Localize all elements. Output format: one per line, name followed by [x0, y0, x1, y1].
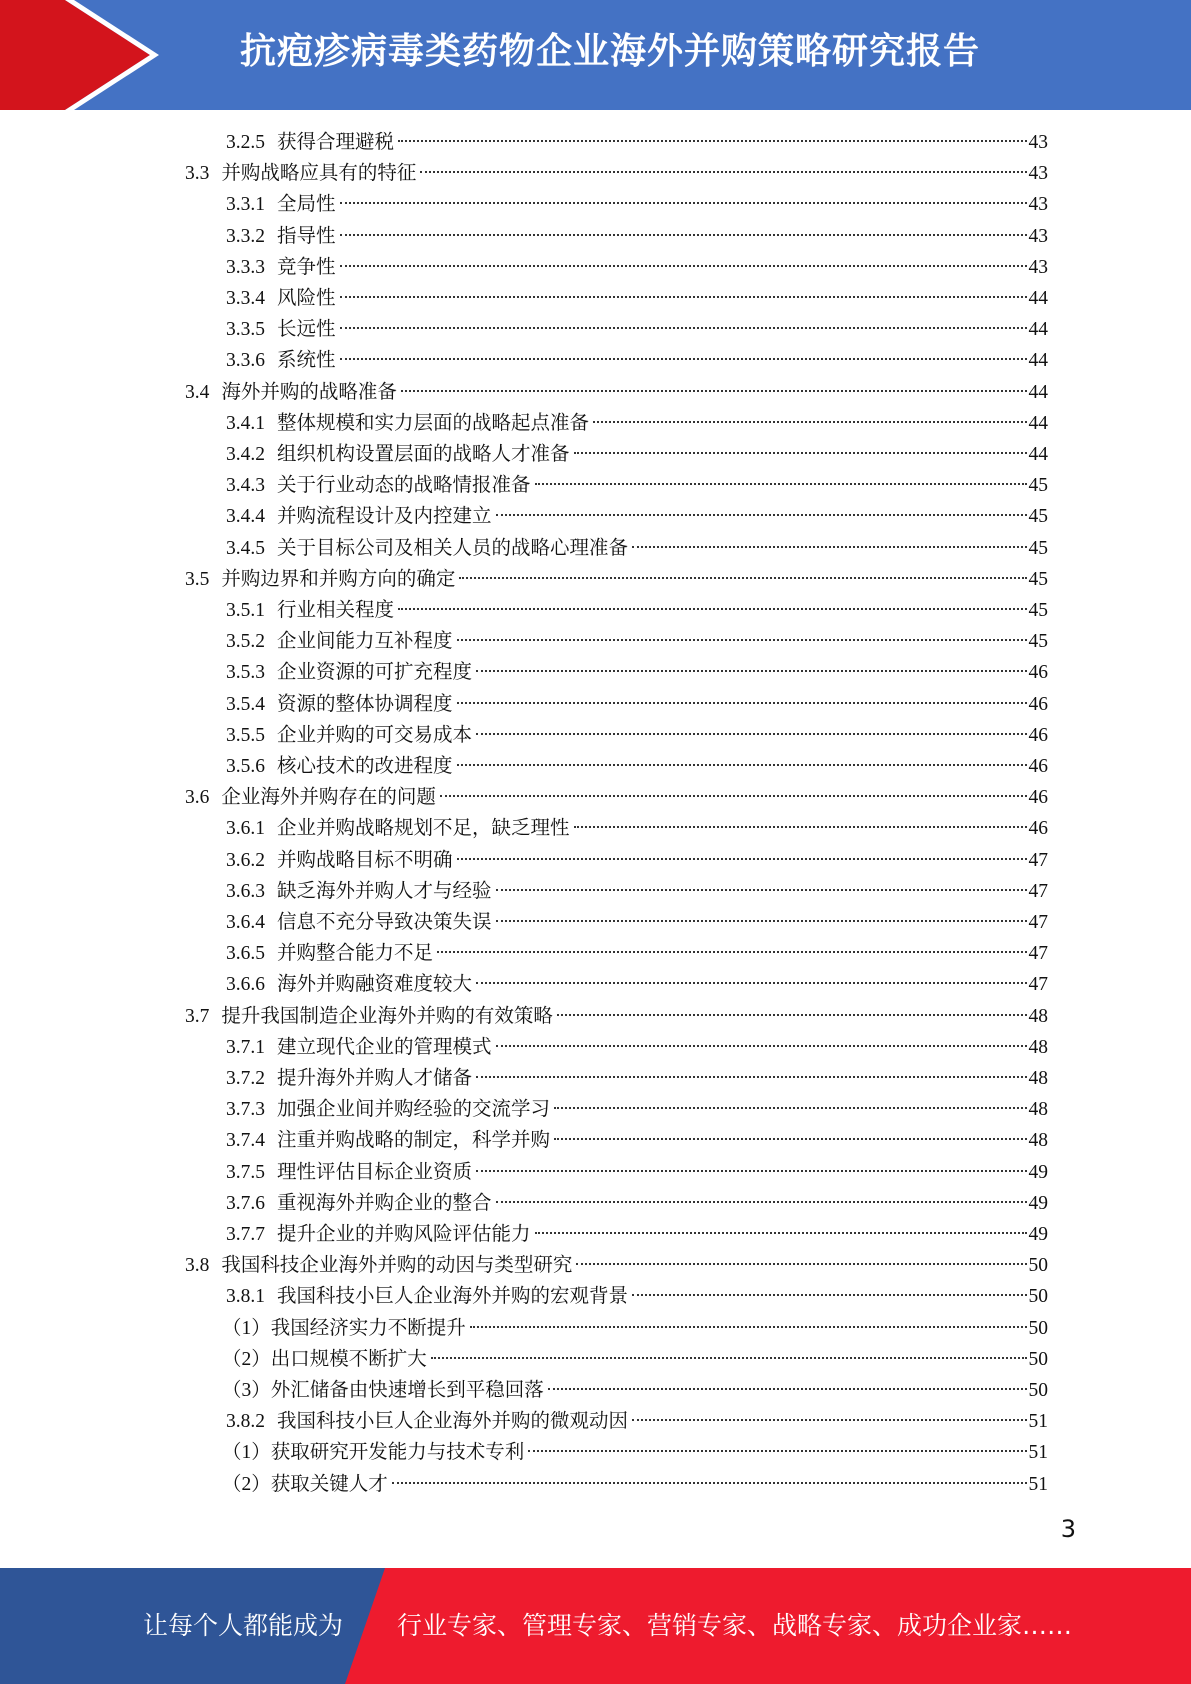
- toc-entry-label: （1）获取研究开发能力与技术专利: [222, 1442, 525, 1463]
- toc-entry[interactable]: [226, 1188, 1048, 1219]
- page-number: 3: [1060, 1515, 1076, 1543]
- toc-entry-label: 资源的整体协调程度: [277, 694, 453, 715]
- toc-entry[interactable]: [226, 439, 1048, 470]
- toc-entry[interactable]: [226, 314, 1048, 345]
- toc-entry[interactable]: [226, 1406, 1048, 1437]
- toc-entry-number: 3.7.4: [226, 1130, 265, 1151]
- toc-leader-dots: [574, 452, 1027, 454]
- toc-entry[interactable]: [226, 1157, 1048, 1188]
- toc-leader-dots: [554, 1138, 1026, 1140]
- document-title: 抗疱疹病毒类药物企业海外并购策略研究报告: [240, 31, 981, 72]
- toc-entry-label: 风险性: [277, 288, 336, 309]
- page-header: [0, 0, 1191, 110]
- toc-leader-dots: [476, 670, 1026, 672]
- toc-entry-number: 3.8.1: [226, 1286, 265, 1307]
- toc-entry[interactable]: [226, 283, 1048, 314]
- toc-leader-dots: [548, 1388, 1027, 1390]
- toc-entry-page: 47: [1028, 881, 1048, 902]
- toc-entry-page: 47: [1028, 912, 1048, 933]
- toc-entry[interactable]: [185, 1001, 1048, 1032]
- toc-entry[interactable]: [222, 1375, 1048, 1406]
- toc-leader-dots: [528, 1450, 1026, 1452]
- toc-entry-number: 3.5.4: [226, 694, 265, 715]
- toc-entry-label: 理性评估目标企业资质: [277, 1162, 473, 1183]
- toc-entry-label: 海外并购的战略准备: [221, 382, 397, 403]
- toc-entry-label: 并购流程设计及内控建立: [277, 506, 492, 527]
- toc-entry-page: 50: [1028, 1349, 1048, 1370]
- toc-entry-page: 48: [1028, 1130, 1048, 1151]
- toc-entry-page: 46: [1028, 818, 1048, 839]
- toc-leader-dots: [437, 951, 1026, 953]
- toc-entry-page: 51: [1028, 1474, 1048, 1495]
- toc-entry-page: 51: [1028, 1411, 1048, 1432]
- toc-entry-label: 关于目标公司及相关人员的战略心理准备: [277, 538, 629, 559]
- toc-entry[interactable]: [226, 845, 1048, 876]
- toc-leader-dots: [576, 1263, 1026, 1265]
- toc-entry[interactable]: [226, 689, 1048, 720]
- toc-leader-dots: [401, 390, 1027, 392]
- toc-entry[interactable]: [226, 969, 1048, 1000]
- toc-entry[interactable]: [222, 1469, 1048, 1500]
- toc-entry-label: 核心技术的改进程度: [277, 756, 453, 777]
- toc-leader-dots: [457, 858, 1027, 860]
- toc-entry-page: 51: [1028, 1442, 1048, 1463]
- toc-leader-dots: [420, 171, 1026, 173]
- toc-entry-page: 45: [1028, 569, 1048, 590]
- toc-entry-number: 3.4.4: [226, 506, 265, 527]
- toc-entry-page: 46: [1028, 756, 1048, 777]
- toc-entry[interactable]: [226, 1063, 1048, 1094]
- toc-leader-dots: [459, 577, 1026, 579]
- toc-entry-label: 企业并购的可交易成本: [277, 725, 473, 746]
- page-footer: [0, 1568, 1191, 1684]
- toc-leader-dots: [440, 795, 1027, 797]
- toc-leader-dots: [557, 1014, 1027, 1016]
- toc-entry-number: 3.3.4: [226, 288, 265, 309]
- toc-entry-label: 行业相关程度: [277, 600, 395, 621]
- toc-entry[interactable]: [185, 782, 1048, 813]
- toc-entry-label: 企业并购战略规划不足，缺乏理性: [277, 818, 570, 839]
- toc-leader-dots: [593, 421, 1026, 423]
- toc-entry-label: 提升企业的并购风险评估能力: [277, 1224, 531, 1245]
- toc-entry-number: 3.6.2: [226, 850, 265, 871]
- toc-entry[interactable]: [226, 813, 1048, 844]
- toc-entry-page: 50: [1028, 1318, 1048, 1339]
- toc-leader-dots: [457, 702, 1027, 704]
- toc-entry-number: 3.5.5: [226, 725, 265, 746]
- toc-entry[interactable]: [226, 1094, 1048, 1125]
- toc-entry-number: 3.4.1: [226, 413, 265, 434]
- toc-entry-page: 48: [1028, 1099, 1048, 1120]
- toc-entry-page: 47: [1028, 974, 1048, 995]
- toc-leader-dots: [496, 514, 1027, 516]
- toc-entry[interactable]: [226, 595, 1048, 626]
- toc-entry-label: （2）出口规模不断扩大: [222, 1349, 427, 1370]
- toc-entry-number: 3.6.6: [226, 974, 265, 995]
- toc-entry-label: 企业资源的可扩充程度: [277, 662, 473, 683]
- toc-entry-number: 3.6: [185, 787, 210, 808]
- toc-entry-page: 45: [1028, 475, 1048, 496]
- toc-entry-number: 3.5.1: [226, 600, 265, 621]
- toc-entry-number: 3.5: [185, 569, 210, 590]
- toc-entry-page: 46: [1028, 787, 1048, 808]
- toc-entry[interactable]: [226, 501, 1048, 532]
- toc-entry-label: 建立现代企业的管理模式: [277, 1037, 492, 1058]
- toc-entry-label: 企业海外并购存在的问题: [221, 787, 436, 808]
- toc-entry-label: 指导性: [277, 226, 336, 247]
- toc-leader-dots: [431, 1357, 1027, 1359]
- toc-entry-number: 3.3.6: [226, 350, 265, 371]
- toc-entry-number: 3.6.1: [226, 818, 265, 839]
- toc-entry[interactable]: [222, 1437, 1048, 1468]
- toc-entry-label: （1）我国经济实力不断提升: [222, 1318, 466, 1339]
- toc-entry-page: 44: [1028, 288, 1048, 309]
- toc-entry-label: 提升我国制造企业海外并购的有效策略: [221, 1006, 553, 1027]
- toc-entry-page: 50: [1028, 1255, 1048, 1276]
- toc-entry-label: 长远性: [277, 319, 336, 340]
- toc-entry[interactable]: [185, 377, 1048, 408]
- toc-entry[interactable]: [226, 938, 1048, 969]
- toc-entry[interactable]: [226, 127, 1048, 158]
- toc-entry-page: 48: [1028, 1037, 1048, 1058]
- toc-entry-label: 并购边界和并购方向的确定: [221, 569, 456, 590]
- toc-entry-page: 47: [1028, 850, 1048, 871]
- toc-leader-dots: [632, 546, 1026, 548]
- toc-entry-number: 3.4: [185, 382, 210, 403]
- toc-entry[interactable]: [185, 1250, 1048, 1281]
- toc-entry-label: 我国科技企业海外并购的动因与类型研究: [221, 1255, 573, 1276]
- toc-entry-label: 并购整合能力不足: [277, 943, 434, 964]
- toc-entry-number: 3.2.5: [226, 132, 265, 153]
- toc-entry-label: 重视海外并购企业的整合: [277, 1193, 492, 1214]
- toc-entry-number: 3.6.4: [226, 912, 265, 933]
- toc-entry-number: 3.5.2: [226, 631, 265, 652]
- toc-leader-dots: [340, 265, 1027, 267]
- toc-entry-page: 49: [1028, 1193, 1048, 1214]
- toc-entry-number: 3.3.3: [226, 257, 265, 278]
- toc-entry-page: 44: [1028, 350, 1048, 371]
- toc-entry-number: 3.7.3: [226, 1099, 265, 1120]
- toc-entry-number: 3.3.5: [226, 319, 265, 340]
- toc-entry-label: 关于行业动态的战略情报准备: [277, 475, 531, 496]
- toc-entry-label: 我国科技小巨人企业海外并购的宏观背景: [277, 1286, 629, 1307]
- toc-entry-page: 43: [1028, 226, 1048, 247]
- footer-slogan-left: 让每个人都能成为: [143, 1611, 344, 1640]
- toc-leader-dots: [340, 327, 1027, 329]
- toc-leader-dots: [398, 608, 1026, 610]
- toc-entry-page: 43: [1028, 194, 1048, 215]
- toc-entry[interactable]: [226, 751, 1048, 782]
- toc-leader-dots: [476, 733, 1026, 735]
- toc-entry[interactable]: [226, 907, 1048, 938]
- toc-entry-page: 46: [1028, 725, 1048, 746]
- toc-entry[interactable]: [226, 657, 1048, 688]
- toc-leader-dots: [340, 296, 1027, 298]
- toc-entry-page: 45: [1028, 600, 1048, 621]
- toc-entry[interactable]: [226, 1125, 1048, 1156]
- toc-entry-page: 44: [1028, 444, 1048, 465]
- toc-entry[interactable]: [226, 720, 1048, 751]
- toc-leader-dots: [340, 202, 1027, 204]
- toc-leader-dots: [496, 1201, 1027, 1203]
- toc-entry-number: 3.8.2: [226, 1411, 265, 1432]
- toc-leader-dots: [457, 639, 1027, 641]
- toc-entry-page: 45: [1028, 538, 1048, 559]
- toc-entry-number: 3.4.5: [226, 538, 265, 559]
- toc-entry-label: 注重并购战略的制定，科学并购: [277, 1130, 551, 1151]
- toc-leader-dots: [476, 982, 1026, 984]
- toc-entry-page: 49: [1028, 1162, 1048, 1183]
- toc-leader-dots: [470, 1326, 1027, 1328]
- toc-entry-number: 3.5.6: [226, 756, 265, 777]
- toc-entry-label: 信息不充分导致决策失误: [277, 912, 492, 933]
- toc-entry-page: 48: [1028, 1006, 1048, 1027]
- toc-entry-number: 3.7.1: [226, 1037, 265, 1058]
- toc-entry[interactable]: [226, 1281, 1048, 1312]
- toc-leader-dots: [340, 234, 1027, 236]
- toc-leader-dots: [476, 1076, 1026, 1078]
- toc-leader-dots: [496, 889, 1027, 891]
- toc-leader-dots: [496, 1045, 1027, 1047]
- toc-entry-label: 获得合理避税: [277, 132, 395, 153]
- toc-entry-label: （3）外汇储备由快速增长到平稳回落: [222, 1380, 544, 1401]
- toc-leader-dots: [554, 1107, 1026, 1109]
- toc-entry-label: 并购战略应具有的特征: [221, 163, 417, 184]
- toc-entry[interactable]: [226, 408, 1048, 439]
- toc-entry[interactable]: [222, 1313, 1048, 1344]
- toc-entry[interactable]: [222, 1344, 1048, 1375]
- toc-entry-label: 组织机构设置层面的战略人才准备: [277, 444, 570, 465]
- toc-entry-label: 企业间能力互补程度: [277, 631, 453, 652]
- toc-entry-label: 全局性: [277, 194, 336, 215]
- toc-entry-number: 3.4.3: [226, 475, 265, 496]
- toc-entry-number: 3.7.6: [226, 1193, 265, 1214]
- toc-entry[interactable]: [185, 158, 1048, 189]
- toc-entry-page: 49: [1028, 1224, 1048, 1245]
- toc-entry-label: 并购战略目标不明确: [277, 850, 453, 871]
- toc-leader-dots: [632, 1294, 1026, 1296]
- toc-entry-number: 3.3.2: [226, 226, 265, 247]
- toc-leader-dots: [574, 826, 1027, 828]
- toc-leader-dots: [476, 1170, 1026, 1172]
- toc-entry-number: 3.7.5: [226, 1162, 265, 1183]
- toc-entry-page: 44: [1028, 382, 1048, 403]
- toc-entry-label: 提升海外并购人才储备: [277, 1068, 473, 1089]
- toc-entry-number: 3.8: [185, 1255, 210, 1276]
- toc-entry[interactable]: [226, 626, 1048, 657]
- toc-entry-label: 缺乏海外并购人才与经验: [277, 881, 492, 902]
- toc-entry-page: 48: [1028, 1068, 1048, 1089]
- toc-entry-page: 44: [1028, 319, 1048, 340]
- toc-entry[interactable]: [226, 1219, 1048, 1250]
- toc-entry-page: 43: [1028, 163, 1048, 184]
- toc-leader-dots: [340, 358, 1027, 360]
- toc-entry-label: 我国科技小巨人企业海外并购的微观动因: [277, 1411, 629, 1432]
- toc-leader-dots: [457, 764, 1027, 766]
- toc-entry-label: （2）获取关键人才: [222, 1474, 388, 1495]
- toc-leader-dots: [392, 1482, 1027, 1484]
- toc-entry-number: 3.7: [185, 1006, 210, 1027]
- toc-entry-page: 46: [1028, 662, 1048, 683]
- toc-entry-page: 50: [1028, 1380, 1048, 1401]
- toc-entry-page: 44: [1028, 413, 1048, 434]
- toc-entry-number: 3.6.5: [226, 943, 265, 964]
- toc-entry-page: 50: [1028, 1286, 1048, 1307]
- toc-entry[interactable]: [226, 876, 1048, 907]
- toc-entry[interactable]: [226, 189, 1048, 220]
- toc-entry[interactable]: [226, 345, 1048, 376]
- toc-entry-page: 45: [1028, 631, 1048, 652]
- toc-entry-label: 系统性: [277, 350, 336, 371]
- toc-entry-number: 3.6.3: [226, 881, 265, 902]
- toc-entry-number: 3.3.1: [226, 194, 265, 215]
- footer-slogan-right: 行业专家、管理专家、营销专家、战略专家、成功企业家……: [397, 1611, 1073, 1640]
- toc-entry[interactable]: [226, 221, 1048, 252]
- toc-entry-page: 43: [1028, 132, 1048, 153]
- toc-entry-number: 3.4.2: [226, 444, 265, 465]
- toc-leader-dots: [496, 920, 1027, 922]
- toc-entry-number: 3.5.3: [226, 662, 265, 683]
- toc-leader-dots: [398, 140, 1026, 142]
- toc-leader-dots: [535, 483, 1027, 485]
- toc-entry-number: 3.7.2: [226, 1068, 265, 1089]
- toc-entry[interactable]: [185, 564, 1048, 595]
- toc-entry-label: 竞争性: [277, 257, 336, 278]
- toc-entry-label: 海外并购融资难度较大: [277, 974, 473, 995]
- toc-entry-page: 45: [1028, 506, 1048, 527]
- toc-entry-page: 47: [1028, 943, 1048, 964]
- toc-leader-dots: [632, 1419, 1026, 1421]
- toc-entry-label: 整体规模和实力层面的战略起点准备: [277, 413, 590, 434]
- toc-entry[interactable]: [226, 533, 1048, 564]
- toc-entry[interactable]: [226, 1032, 1048, 1063]
- toc-entry-number: 3.3: [185, 163, 210, 184]
- toc-entry-page: 46: [1028, 694, 1048, 715]
- toc-entry-label: 加强企业间并购经验的交流学习: [277, 1099, 551, 1120]
- toc-leader-dots: [535, 1232, 1027, 1234]
- toc-entry-page: 43: [1028, 257, 1048, 278]
- toc-entry[interactable]: [226, 252, 1048, 283]
- toc-entry-number: 3.7.7: [226, 1224, 265, 1245]
- header-red-chevron: [0, 0, 150, 110]
- toc-entry[interactable]: [226, 470, 1048, 501]
